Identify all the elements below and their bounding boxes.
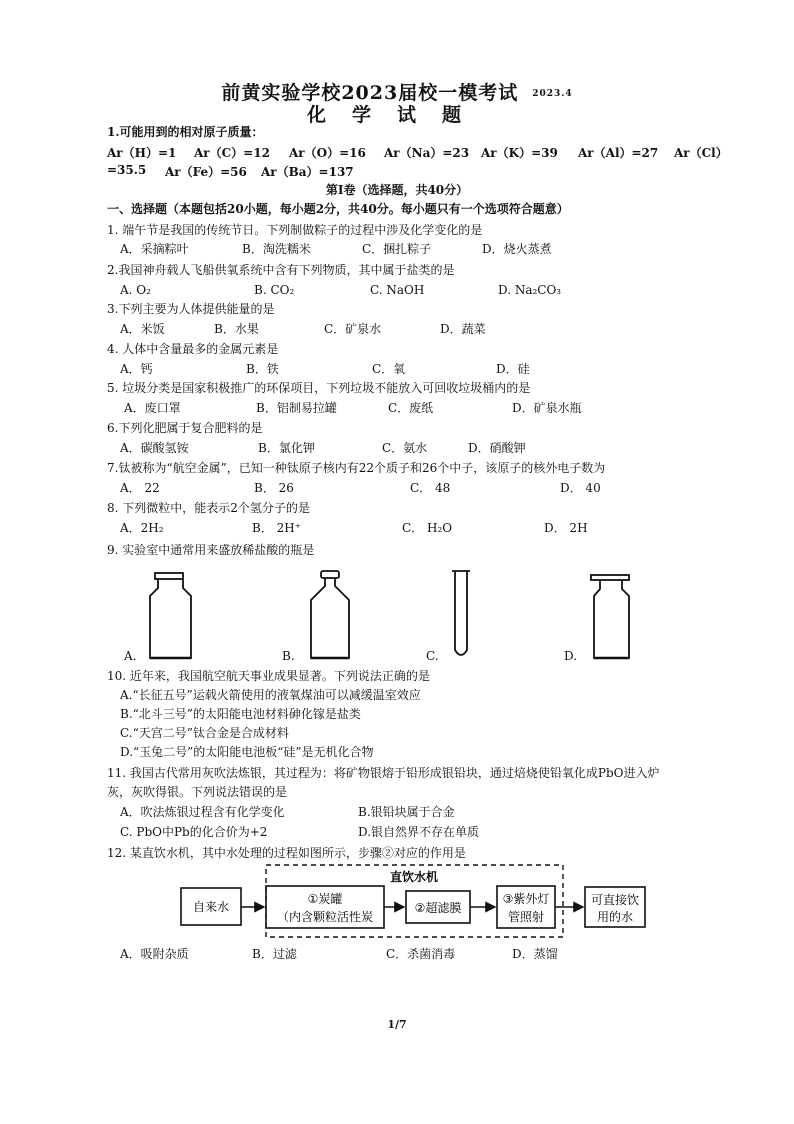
- exam-date: 2023.4: [532, 89, 573, 99]
- question-stem-8: 8. 下列微粒中，能表示2个氢分子的是: [107, 501, 310, 515]
- question-stem-6: 6.下列化肥属于复合肥料的是: [107, 421, 263, 435]
- option-d: D．硝酸钾: [468, 441, 526, 455]
- option-d: D．蔬菜: [440, 322, 486, 336]
- option-b: B．铝制易拉罐: [256, 401, 337, 415]
- drinkable-water-label: 可直接饮: [590, 893, 640, 907]
- option-b: B． 26: [254, 481, 294, 495]
- atomic-mass: =35.5: [107, 163, 147, 177]
- exam-subtitle: 化学试题: [306, 104, 487, 126]
- option-c: C．氧: [372, 362, 406, 376]
- option-c: C．捆扎粽子: [362, 242, 432, 256]
- atomic-mass: Ar（H）=1: [107, 146, 177, 160]
- option-d: D.: [564, 649, 578, 663]
- option-c: C. NaOH: [370, 283, 425, 297]
- option-a: A．米饭: [120, 322, 165, 336]
- option-d: D． 2H: [544, 521, 588, 535]
- option-a: A． 22: [120, 481, 160, 495]
- bottle-b-figure: [311, 571, 349, 658]
- question-stem-7: 7.钛被称为“航空金属”，已知一种钛原子核内有22个质子和26个中子，该原子的核外电子数为: [107, 461, 606, 475]
- option-d: D. Na₂CO₃: [498, 283, 562, 297]
- question-stem-1: 1. 端午节是我国的传统节日。下列制做粽子的过程中涉及化学变化的是: [107, 223, 483, 237]
- option-a: A．采摘粽叶: [120, 242, 189, 256]
- option-a: A．2H₂: [120, 521, 164, 535]
- option-b: B．水果: [214, 322, 259, 336]
- option-d: D．烧火蒸煮: [482, 242, 552, 256]
- tap-water-label: 自来水: [192, 900, 230, 914]
- option-b: B．淘洗糯米: [242, 242, 311, 256]
- option-c: C．杀菌消毒: [386, 947, 456, 961]
- option-c: C．矿泉水: [324, 322, 382, 336]
- atomic-mass: Ar（K）=39: [481, 146, 558, 160]
- atomic-mass: Ar（Na）=23: [384, 146, 470, 160]
- question-stem-3: 3.下列主要为人体提供能量的是: [107, 302, 275, 316]
- option-b: B.银铅块属于合金: [358, 805, 455, 819]
- question-stem-11-cont: 灰，灰吹得银。下列说法错误的是: [107, 785, 288, 799]
- exam-title-text: 前黄实验学校2023届校一模考试: [221, 82, 519, 104]
- drinkable-water-label-2: 用的水: [596, 910, 634, 924]
- option-a: A.“长征五号”运载火箭使用的液氧煤油可以减缓温室效应: [120, 688, 421, 702]
- option-b: B. CO₂: [254, 283, 295, 297]
- option-a: A. O₂: [120, 283, 151, 297]
- option-c: C．氨水: [382, 441, 428, 455]
- atomic-mass: Ar（Ba）=137: [261, 165, 354, 179]
- step-1-label: ①炭罐: [307, 892, 343, 906]
- option-d: D.银自然界不存在单质: [358, 825, 480, 839]
- page-number: 1/7: [387, 1018, 407, 1031]
- option-a: A．废口罩: [124, 401, 181, 415]
- machine-label: 直饮水机: [389, 870, 439, 884]
- bottle-a-figure: [150, 573, 191, 658]
- option-b: B． 2H⁺: [252, 521, 302, 535]
- option-b: B.“北斗三号”的太阳能电池材料砷化镓是盐类: [120, 707, 361, 721]
- atomic-mass: Ar（Cl）: [674, 146, 728, 160]
- option-b: B.: [282, 649, 295, 663]
- atomic-mass-heading: 1.可能用到的相对原子质量：: [107, 125, 264, 139]
- part-title: 第Ⅰ卷（选择题，共40分）: [325, 183, 469, 197]
- option-c: C．废纸: [388, 401, 434, 415]
- step-3-label: ③紫外灯: [502, 892, 550, 906]
- question-stem-12: 12. 某直饮水机，其中水处理的过程如图所示，步骤②对应的作用是: [107, 846, 466, 860]
- step-1-detail: （内含颗粒活性炭: [276, 910, 374, 924]
- option-d: D．硅: [496, 362, 530, 376]
- option-a: A．钙: [120, 362, 153, 376]
- atomic-mass: Ar（Al）=27: [578, 146, 659, 160]
- question-stem-11: 11. 我国古代常用灰吹法炼银，其过程为：将矿物银熔于铅形成银铅块，通过焙烧使铅氧化成PbO进入炉: [107, 766, 660, 780]
- option-a: A.: [124, 649, 137, 663]
- option-a: A．吸附杂质: [120, 947, 189, 961]
- test-tube-figure: [452, 571, 470, 655]
- bottle-figures: [0, 560, 794, 670]
- question-stem-2: 2.我国神舟载人飞船供氧系统中含有下列物质，其中属于盐类的是: [107, 263, 455, 277]
- option-d: D.“玉兔二号”的太阳能电池板“硅”是无机化合物: [120, 745, 374, 759]
- option-c: C.“天宫二号”钛合金是合成材料: [120, 726, 289, 740]
- option-b: B．氯化钾: [258, 441, 315, 455]
- option-c: C． 48: [410, 481, 451, 495]
- option-b: B．铁: [246, 362, 279, 376]
- question-stem-10: 10. 近年来，我国航空航天事业成果显著。下列说法正确的是: [107, 669, 430, 683]
- question-stem-4: 4. 人体中含量最多的金属元素是: [107, 342, 279, 356]
- option-c: C． H₂O: [402, 521, 453, 535]
- option-b: B．过滤: [252, 947, 297, 961]
- question-stem-9: 9. 实验室中通常用来盛放稀盐酸的瓶是: [107, 543, 315, 557]
- option-c: C.: [426, 649, 439, 663]
- step-3-detail: 管照射: [507, 910, 545, 924]
- atomic-mass: Ar（O）=16: [289, 146, 366, 160]
- water-process-diagram: [0, 862, 794, 942]
- option-a: A．碳酸氢铵: [120, 441, 189, 455]
- bottle-d-figure: [591, 575, 629, 658]
- option-a: A．吹法炼银过程含有化学变化: [120, 805, 285, 819]
- option-c: C. PbO中Pb的化合价为+2: [120, 825, 268, 839]
- section-instruction: 一、选择题（本题包括20小题，每小题2分，共40分。每小题只有一个选项符合题意）: [107, 202, 569, 216]
- option-d: D．矿泉水瓶: [512, 401, 582, 415]
- atomic-mass: Ar（Fe）=56: [165, 165, 247, 179]
- option-d: D．蒸馏: [512, 947, 558, 961]
- question-stem-5: 5. 垃圾分类是国家积极推广的环保项目，下列垃圾不能放入可回收垃圾桶内的是: [107, 381, 531, 395]
- atomic-mass: Ar（C）=12: [194, 146, 270, 160]
- option-d: D． 40: [560, 481, 601, 495]
- step-2-label: ②超滤膜: [414, 901, 462, 915]
